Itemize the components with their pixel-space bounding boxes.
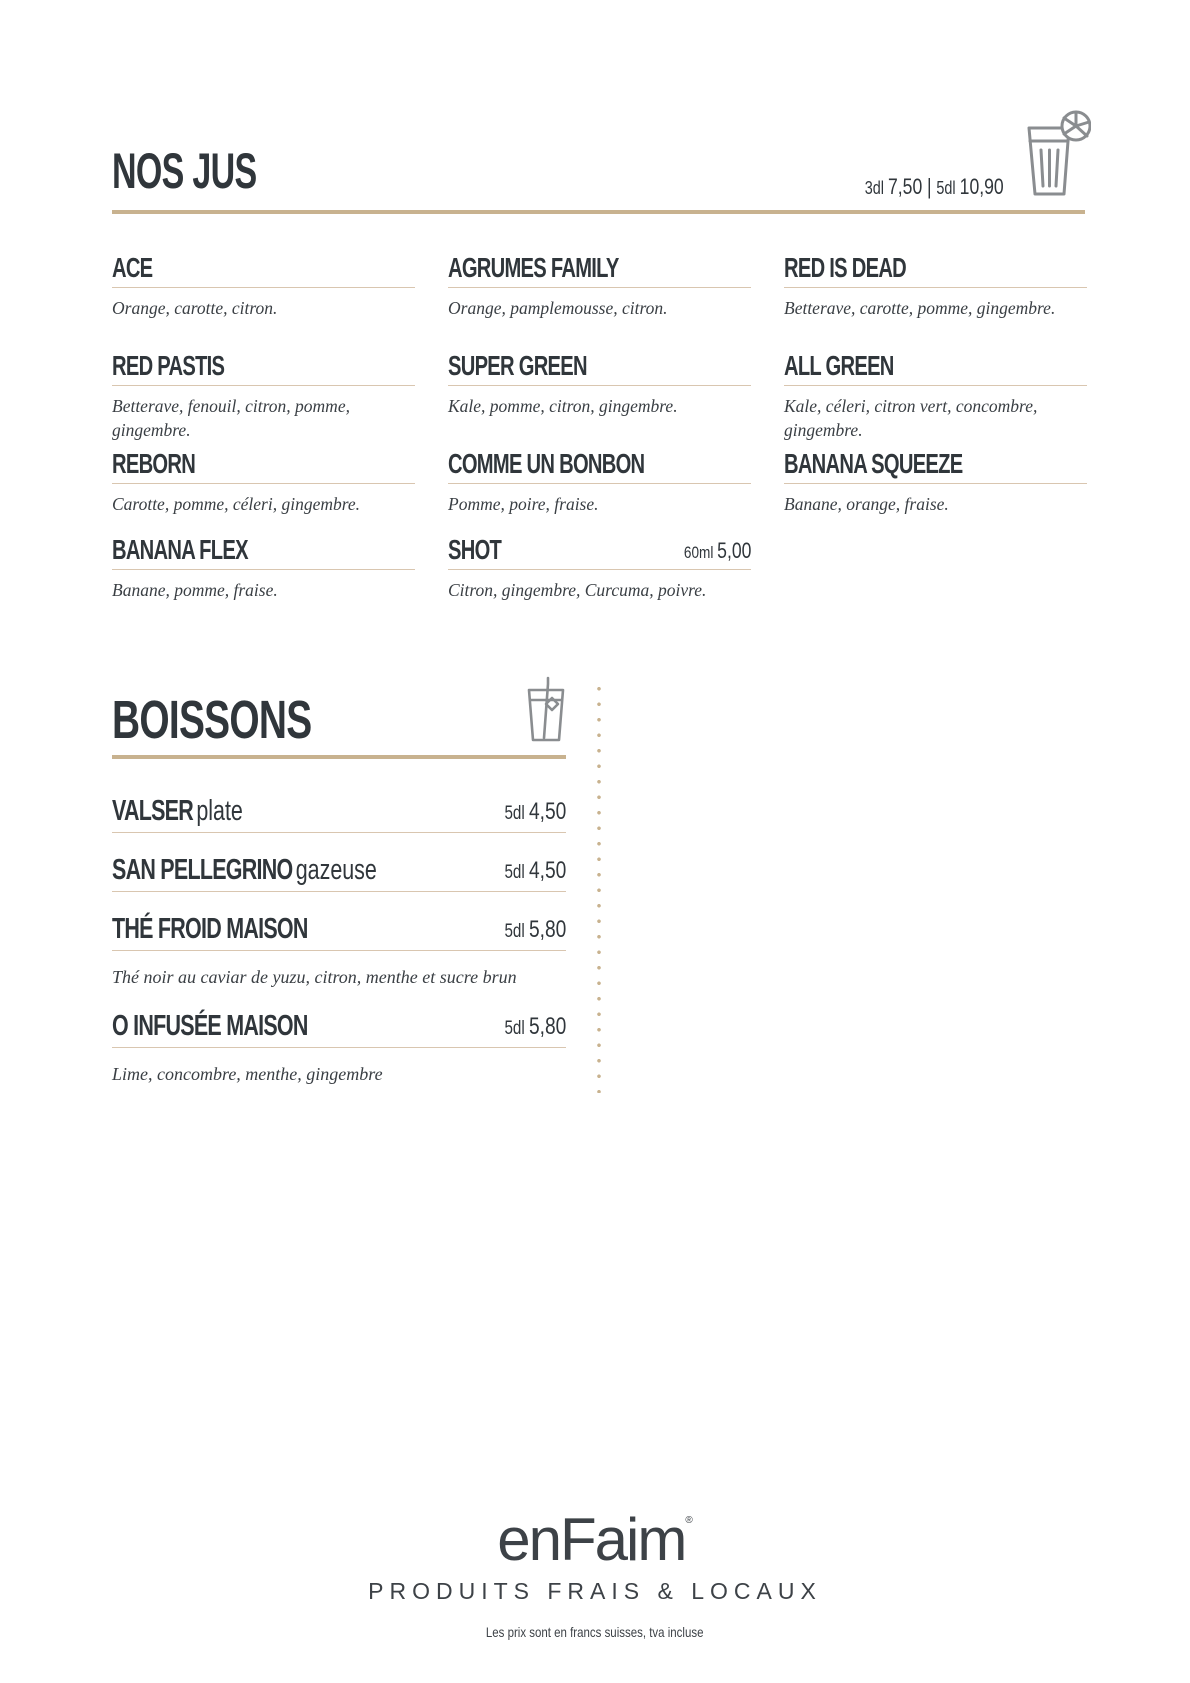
price-note-text: Les prix sont en francs suisses, tva incluse: [486, 1624, 704, 1640]
juice-ingredients: Orange, pamplemousse, citron.: [448, 298, 668, 318]
juices-list: [112, 246, 1085, 602]
juice-name: SUPER GREEN: [448, 350, 587, 381]
brand-logo: [0, 1506, 1190, 1573]
juice-item-reborn: [112, 442, 415, 516]
juice-name: RED IS DEAD: [784, 252, 907, 283]
juice-item-red-pastis: [112, 344, 415, 442]
drink-size: 5dl: [504, 1018, 525, 1039]
drink-size: 5dl: [504, 862, 525, 883]
juice-item-red-is-dead: [784, 246, 1087, 344]
shot-size: 60ml: [683, 543, 713, 562]
juice-name: BANANA FLEX: [112, 534, 248, 565]
drink-item-the-froid-maison: [112, 908, 566, 989]
juices-price-large: 10,90: [959, 174, 1004, 199]
juice-item-super-green: [448, 344, 751, 442]
juice-ingredients: Banane, pomme, fraise.: [112, 580, 278, 600]
juice-ingredients: Kale, céleri, citron vert, concombre, gingembre.: [784, 396, 1038, 440]
juice-name: ACE: [112, 252, 153, 283]
price-note: [0, 1624, 1190, 1640]
drink-name: VALSER: [112, 795, 194, 827]
drink-name: THÉ FROID MAISON: [112, 913, 308, 945]
shot-price: [683, 538, 751, 564]
juice-item-agrumes-family: [448, 246, 751, 344]
juice-ingredients: Betterave, fenouil, citron, pomme, gingembre.: [112, 396, 350, 440]
drink-name: O INFUSÉE MAISON: [112, 1010, 308, 1042]
drink-price: [504, 916, 566, 944]
juice-name: SHOT: [448, 534, 502, 565]
juice-item-shot: [448, 528, 751, 602]
drink-price-value: 5,80: [528, 916, 566, 943]
juice-name: BANANA SQUEEZE: [784, 448, 963, 479]
juice-item-banana-squeeze: [784, 442, 1087, 516]
brand-logo-text: enFaim: [497, 1506, 686, 1573]
drink-description: Thé noir au caviar de yuzu, citron, menthe et sucre brun: [112, 967, 517, 987]
juice-item-comme-un-bonbon: [448, 442, 751, 516]
juices-price-info: [865, 174, 1004, 200]
juice-ingredients: Kale, pomme, citron, gingembre.: [448, 396, 678, 416]
price-separator: |: [927, 174, 932, 199]
drink-description: Lime, concombre, menthe, gingembre: [112, 1064, 383, 1084]
juice-name: COMME UN BONBON: [448, 448, 645, 479]
drinks-list: [112, 790, 566, 1102]
juice-item-all-green: [784, 344, 1087, 442]
drink-price-value: 4,50: [528, 857, 566, 884]
drink-item-o-infusee-maison: [112, 1005, 566, 1086]
drink-size: 5dl: [504, 921, 525, 942]
juice-ingredients: Citron, gingembre, Curcuma, poivre.: [448, 580, 707, 600]
drink-item-valser: [112, 790, 566, 833]
juice-ingredients: Orange, carotte, citron.: [112, 298, 278, 318]
drink-name: SAN PELLEGRINO: [112, 854, 293, 886]
drink-item-san-pellegrino: [112, 849, 566, 892]
juices-size-large: 5dl: [936, 178, 956, 198]
drink-price: [504, 798, 566, 826]
juices-size-small: 3dl: [865, 178, 885, 198]
juice-name: REBORN: [112, 448, 196, 479]
registered-mark: ®: [685, 1515, 693, 1526]
juices-title: NOS JUS: [112, 143, 257, 199]
juice-name: AGRUMES FAMILY: [448, 252, 619, 283]
juice-name: RED PASTIS: [112, 350, 225, 381]
drink-price-value: 5,80: [528, 1013, 566, 1040]
brand-tagline: PRODUITS FRAIS & LOCAUX: [368, 1578, 822, 1604]
juice-name: ALL GREEN: [784, 350, 894, 381]
juice-ingredients: Banane, orange, fraise.: [784, 494, 949, 514]
drink-variant: plate: [196, 795, 243, 827]
juice-item-banana-flex: [112, 528, 415, 602]
juices-divider: [112, 210, 1085, 214]
juices-price-small: 7,50: [888, 174, 923, 199]
drink-variant: gazeuse: [295, 854, 377, 886]
shot-price-value: 5,00: [716, 538, 751, 563]
glass-with-lemon-icon: [1021, 108, 1091, 198]
drink-price: [504, 1013, 566, 1041]
drinks-title: BOISSONS: [112, 690, 312, 750]
drinks-divider: [112, 755, 566, 759]
drink-price: [504, 857, 566, 885]
juice-ingredients: Betterave, carotte, pomme, gingembre.: [784, 298, 1056, 318]
juice-item-ace: [112, 246, 415, 344]
drink-price-value: 4,50: [528, 798, 566, 825]
glass-with-straw-icon: [526, 676, 566, 742]
juice-ingredients: Carotte, pomme, céleri, gingembre.: [112, 494, 361, 514]
juice-ingredients: Pomme, poire, fraise.: [448, 494, 599, 514]
drink-size: 5dl: [504, 803, 525, 824]
dotted-separator: [597, 681, 601, 1093]
